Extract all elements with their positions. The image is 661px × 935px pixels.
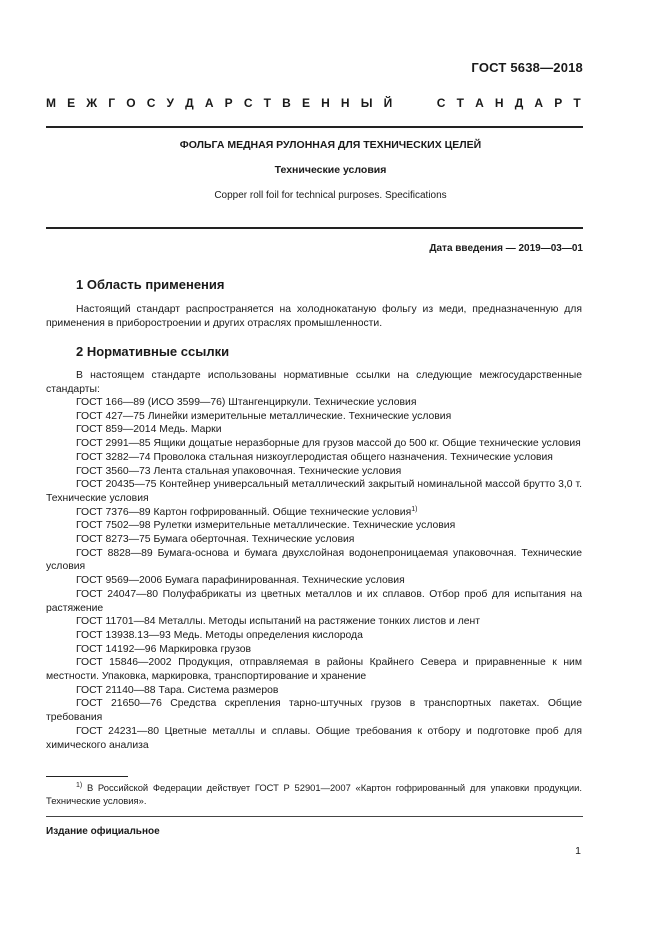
edition-label: Издание официальное: [46, 826, 160, 837]
header-letter: О: [126, 96, 136, 110]
reference-number: ГОСТ 3560—73: [76, 465, 151, 477]
header-letter: Д: [514, 96, 524, 110]
header-letter: Е: [301, 96, 310, 110]
introduction-date: Дата введения — 2019—03—01: [429, 243, 583, 254]
reference-number: ГОСТ 20435—75: [76, 479, 157, 491]
reference-item: [46, 615, 582, 629]
reference-title: Полуфабрикаты из цветных металлов и их сплавов. Отбор проб для испытания на растяжение: [46, 588, 583, 614]
reference-item: [46, 697, 582, 724]
reference-title: Средства скрепления тарно-штучных грузов в транспортных пакетах. Общие требования: [46, 698, 583, 724]
reference-number: ГОСТ 166—89 (ИСО 3599—76): [76, 397, 226, 408]
header-letter: Р: [554, 96, 563, 110]
reference-title: Бумага-основа и бумага двухслойная водонепроницаемая упаковочная. Технические условия: [46, 547, 582, 573]
header-letter: А: [475, 96, 484, 110]
reference-item: [46, 588, 582, 615]
reference-item: [46, 451, 582, 465]
reference-item: [46, 519, 582, 533]
header-letter: М: [46, 96, 56, 110]
header-letter: Е: [67, 96, 76, 110]
reference-number: ГОСТ 15846—2002: [76, 657, 172, 669]
reference-item: [46, 725, 582, 752]
header-letter: Н: [494, 96, 504, 110]
reference-item: [46, 533, 582, 547]
reference-title: Картон гофрированный. Общие технические условия: [153, 506, 412, 518]
footnote: [46, 781, 582, 807]
document-number: ГОСТ 5638—2018: [471, 60, 583, 75]
header-letter: Ж: [86, 96, 98, 110]
reference-title: Штангенциркули. Технические условия: [228, 397, 417, 408]
reference-item: [46, 478, 582, 505]
reference-number: ГОСТ 8273—75: [76, 534, 151, 546]
reference-number: ГОСТ 2991—85: [76, 438, 151, 450]
document-title: ФОЛЬГА МЕДНАЯ РУЛОННАЯ ДЛЯ ТЕХНИЧЕСКИХ ЦЕЛЕЙ: [179, 139, 482, 151]
reference-number: ГОСТ 21650—76: [76, 698, 162, 710]
reference-number: ГОСТ 427—75: [76, 410, 145, 422]
reference-number: ГОСТ 9569—2006: [76, 575, 163, 587]
reference-item: [46, 643, 582, 657]
reference-title: Тара. Система размеров: [158, 684, 279, 696]
header-letter: Г: [108, 96, 116, 110]
reference-item: [46, 465, 582, 479]
reference-number: ГОСТ 13938.13—93: [76, 629, 171, 641]
footnote-divider: [46, 776, 128, 777]
header-letter: С: [243, 96, 253, 110]
reference-title: Проволока стальная низкоуглеродистая общего назначения. Технические условия: [153, 451, 553, 463]
reference-number: ГОСТ 14192—96: [76, 643, 157, 655]
reference-title: Линейки измерительные металлические. Технические условия: [147, 410, 452, 422]
reference-title: Продукция, отправляемая в районы Крайнего Севера и приравненные к ним местности. Упаковка, маркировка, транспортирование и хранение: [46, 657, 583, 683]
header-letter: Д: [185, 96, 194, 110]
reference-item: [46, 506, 582, 520]
reference-title: Контейнер универсальный металлический закрытый номинальной массой брутто 3,0 т. Технические условия: [46, 479, 583, 504]
footnote-mark: 1): [76, 782, 83, 789]
section-2-heading: 2 Нормативные ссылки: [76, 344, 230, 359]
reference-item: [46, 629, 582, 643]
header-letter: В: [282, 96, 291, 110]
header-letter: А: [204, 96, 214, 110]
reference-item: [46, 574, 582, 588]
reference-number: ГОСТ 7376—89: [76, 506, 151, 518]
reference-item: [46, 547, 582, 574]
reference-title: Бумага оберточная. Технические условия: [153, 534, 355, 546]
reference-number: ГОСТ 859—2014: [76, 424, 157, 436]
reference-title: Лента стальная упаковочная. Технические условия: [153, 465, 402, 477]
reference-number: ГОСТ 24047—80: [76, 588, 159, 600]
reference-title: Металлы. Методы испытаний на растяжение тонких листов и лент: [158, 616, 481, 628]
footnote-reference: 1): [411, 505, 418, 513]
reference-number: ГОСТ 7502—98: [76, 520, 151, 532]
reference-number: ГОСТ 21140—88: [76, 684, 156, 696]
reference-title: Цветные металлы и сплавы. Общие требования к отбору и подготовке проб для химического анализа: [46, 725, 583, 751]
reference-item: [46, 410, 582, 424]
top-divider: [46, 126, 583, 128]
bottom-divider: [46, 816, 583, 817]
section-1-heading: 1 Область применения: [76, 277, 225, 292]
header-letter: Т: [573, 96, 581, 110]
footnote-text: В Российской Федерации действует ГОСТ Р 52901—2007 «Картон гофрированный для упаковки продукции. Технические условия».: [46, 782, 583, 806]
header-letter: Р: [224, 96, 233, 110]
header-letter: Ы: [360, 96, 373, 110]
english-title: Copper roll foil for technical purposes. Specifications: [214, 190, 447, 201]
header-letter: Т: [456, 96, 464, 110]
reference-item: [46, 423, 582, 437]
reference-item: [46, 437, 582, 451]
header-letter: Т: [263, 96, 271, 110]
reference-title: Бумага парафинированная. Технические условия: [165, 575, 405, 587]
reference-title: Рулетки измерительные металлические. Технические условия: [153, 520, 456, 532]
reference-number: ГОСТ 3282—74: [76, 451, 151, 463]
reference-number: ГОСТ 11701—84: [76, 616, 156, 628]
section-2-intro: В настоящем стандарте использованы нормативные ссылки на следующие межгосударственные стандарты:: [46, 370, 582, 395]
page-number: 1: [575, 845, 581, 857]
title-divider: [46, 227, 583, 229]
header-letter: Н: [340, 96, 350, 110]
reference-title: Ящики дощатые неразборные для грузов массой до 500 кг. Общие технические условия: [153, 438, 581, 450]
reference-title: Маркировка грузов: [159, 643, 252, 655]
header-letter: Н: [321, 96, 330, 110]
reference-item: [46, 396, 582, 410]
document-subtitle: Технические условия: [274, 164, 387, 176]
header-letter: С: [146, 96, 156, 110]
header-letter: Й: [383, 96, 393, 110]
reference-item: [46, 684, 582, 698]
normative-references-list: [46, 396, 582, 752]
reference-number: ГОСТ 24231—80: [76, 725, 160, 737]
reference-title: Медь. Методы определения кислорода: [173, 629, 363, 641]
reference-number: ГОСТ 8828—89: [76, 547, 153, 559]
interstate-standard-header: [46, 96, 581, 110]
reference-title: Медь. Марки: [159, 424, 222, 436]
section-1-text: Настоящий стандарт распространяется на холоднокатаную фольгу из меди, предназначенную для применения в приборостроении и других отраслях промышленности.: [46, 304, 582, 329]
header-letter: У: [166, 96, 175, 110]
header-letter: А: [534, 96, 544, 110]
header-letter: С: [436, 96, 446, 110]
reference-item: [46, 656, 582, 683]
